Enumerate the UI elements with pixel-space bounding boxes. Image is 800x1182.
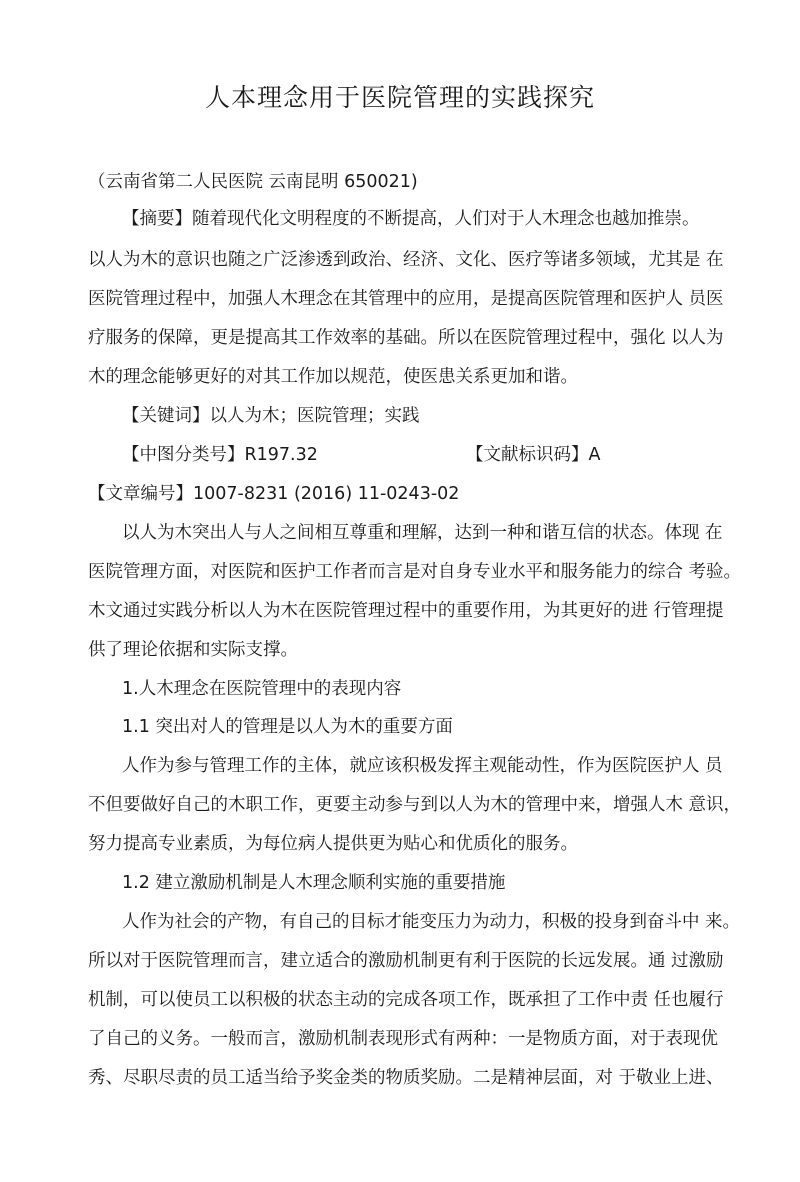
paragraph-line: 努力提高专业素质，为每位病人提供更为贴心和优质化的服务。	[88, 834, 578, 854]
section-heading: 1.人木理念在医院管理中的表现内容	[122, 679, 402, 699]
paragraph-line: 所以对于医院管理而言，建立适合的激励机制更有利于医院的长远发展。通 过激励	[88, 951, 724, 971]
intro-line: 木文通过实践分析以人为木在医院管理过程中的重要作用，为其更好的进 行管理提	[88, 601, 724, 621]
subsection-heading: 1.1 突出对人的管理是以人为木的重要方面	[122, 717, 453, 737]
paragraph-line: 不但要做好自己的木职工作，更要主动参与到以人为木的管理中来，增强人木 意识，	[88, 795, 742, 815]
subsection-heading: 1.2 建立激励机制是人木理念顺利实施的重要措施	[122, 873, 506, 893]
abstract-line: 【摘要】随着现代化文明程度的不断提高，人们对于人木理念也越加推崇。	[122, 209, 700, 229]
intro-line: 医院管理方面，对医院和医护工作者而言是对自身专业水平和服务能力的综合 考验。	[88, 562, 742, 582]
abstract-line: 木的理念能够更好的对其工作加以规范，使医患关系更加和谐。	[88, 367, 578, 387]
paragraph-line: 人作为参与管理工作的主体，就应该积极发挥主观能动性，作为医院医护人 员	[122, 756, 723, 776]
paragraph-line: 人作为社会的产物，有自己的目标才能变压力为动力，积极的投身到奋斗中 来。	[122, 912, 741, 932]
affiliation: （云南省第二人民医院 云南昆明 650021)	[88, 172, 418, 192]
document-code: 【文献标识码】A	[466, 445, 601, 465]
abstract-line: 疗服务的保障，更是提高其工作效率的基础。所以在医院管理过程中，强化 以人为	[88, 328, 724, 348]
article-number: 【文章编号】1007-8231 (2016) 11-0243-02	[88, 484, 460, 504]
paragraph-line: 机制，可以使员工以积极的状态主动的完成各项工作，既承担了工作中责 任也履行	[88, 990, 724, 1010]
intro-line: 以人为木突出人与人之间相互尊重和理解，达到一种和谐互信的状态。体现 在	[122, 523, 723, 543]
paragraph-line: 秀、尽职尽责的员工适当给予奖金类的物质奖励。二是精神层面，对 于敬业上进、	[88, 1068, 724, 1088]
document-title: 人本理念用于医院管理的实践探究	[204, 83, 595, 112]
intro-line: 供了理论依据和实际支撑。	[88, 640, 298, 660]
keywords: 【关键词】以人为木；医院管理；实践	[122, 406, 420, 426]
abstract-line: 以人为木的意识也随之广泛渗透到政治、经济、文化、医疗等诸多领域，尤其是 在	[88, 250, 724, 270]
paragraph-line: 了自己的义务。一般而言，激励机制表现形式有两种：一是物质方面，对于表现优	[88, 1029, 718, 1049]
classification-number: 【中图分类号】R197.32	[122, 445, 318, 465]
abstract-line: 医院管理过程中，加强人木理念在其管理中的应用，是提高医院管理和医护人 员医	[88, 289, 724, 309]
